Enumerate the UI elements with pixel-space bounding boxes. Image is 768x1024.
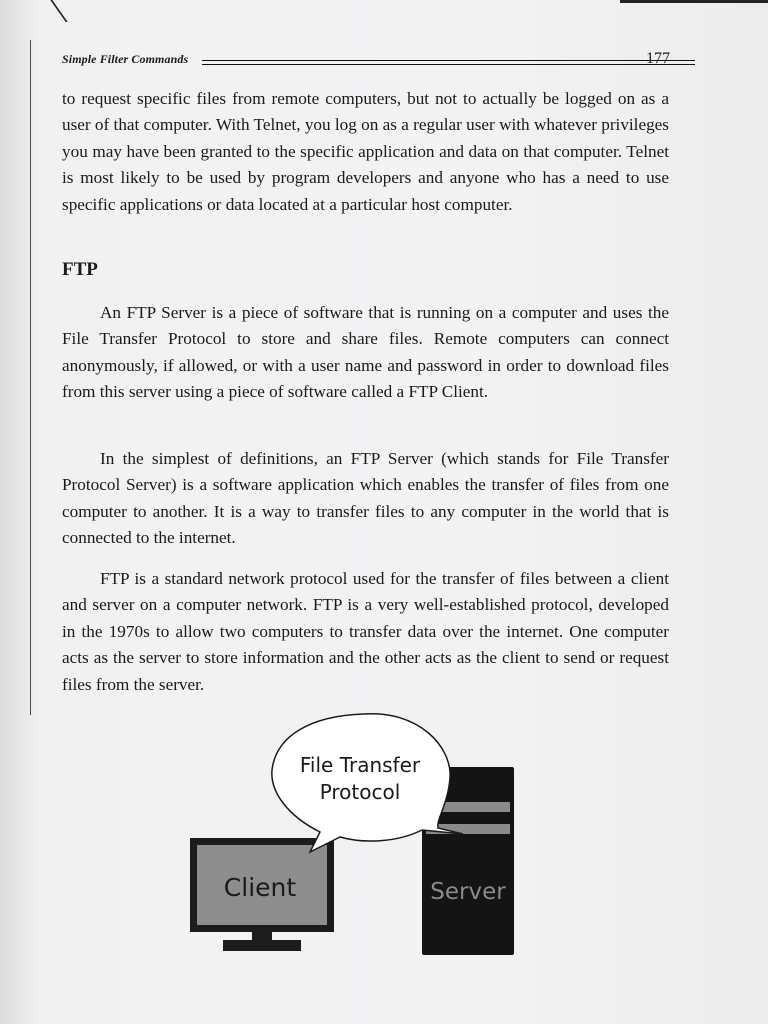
paragraph-ftp-server: An FTP Server is a piece of software that is running on a computer and uses the File Transfer Protocol to store and share files. Remote computers can connect anonymously, if allowed, or with a user name and password in order to download files from this server using a piece of software called a FTP Client. xyxy=(62,303,669,402)
page-corner-mark xyxy=(20,0,67,22)
server-label: Server xyxy=(430,879,506,905)
speech-bubble xyxy=(272,714,463,852)
header-rule xyxy=(202,60,695,65)
client-monitor xyxy=(190,838,334,951)
binding-margin-line xyxy=(30,40,31,715)
bubble-text-line2: Protocol xyxy=(319,780,401,804)
monitor-stand xyxy=(223,940,301,951)
page-top-edge xyxy=(620,0,768,3)
client-label: Client xyxy=(223,873,297,902)
ftp-diagram xyxy=(180,712,540,962)
section-heading-ftp: FTP xyxy=(62,259,98,280)
running-title: Simple Filter Commands xyxy=(62,52,189,66)
page-number: 177 xyxy=(646,50,670,67)
bubble-text-line1: File Transfer xyxy=(299,753,421,777)
paragraph-ftp-protocol: FTP is a standard network protocol used for the transfer of files between a client and server on a computer network. FTP is a very well-established protocol, developed in the 1970s to allow two computers to transfer data over the internet. One computer acts as the server to store information and the other acts as the client to send or request files from the server. xyxy=(62,569,669,694)
paragraph-telnet-continued: to request specific files from remote computers, but not to actually be logged on as a user of that computer. With Telnet, you log on as a regular user with whatever privileges you may have been granted to the specific application and data on that computer. Telnet is most likely to be used by program developers and anyone who has a need to use specific applications or data located at a particular host computer. xyxy=(62,89,669,214)
page-header xyxy=(62,50,670,72)
paragraph-ftp-definition: In the simplest of definitions, an FTP Server (which stands for File Transfer Protocol Server) is a software application which enables the transfer of files from one computer to another. It is a way to transfer files to any computer in the world that is connected to the internet. xyxy=(62,449,669,548)
